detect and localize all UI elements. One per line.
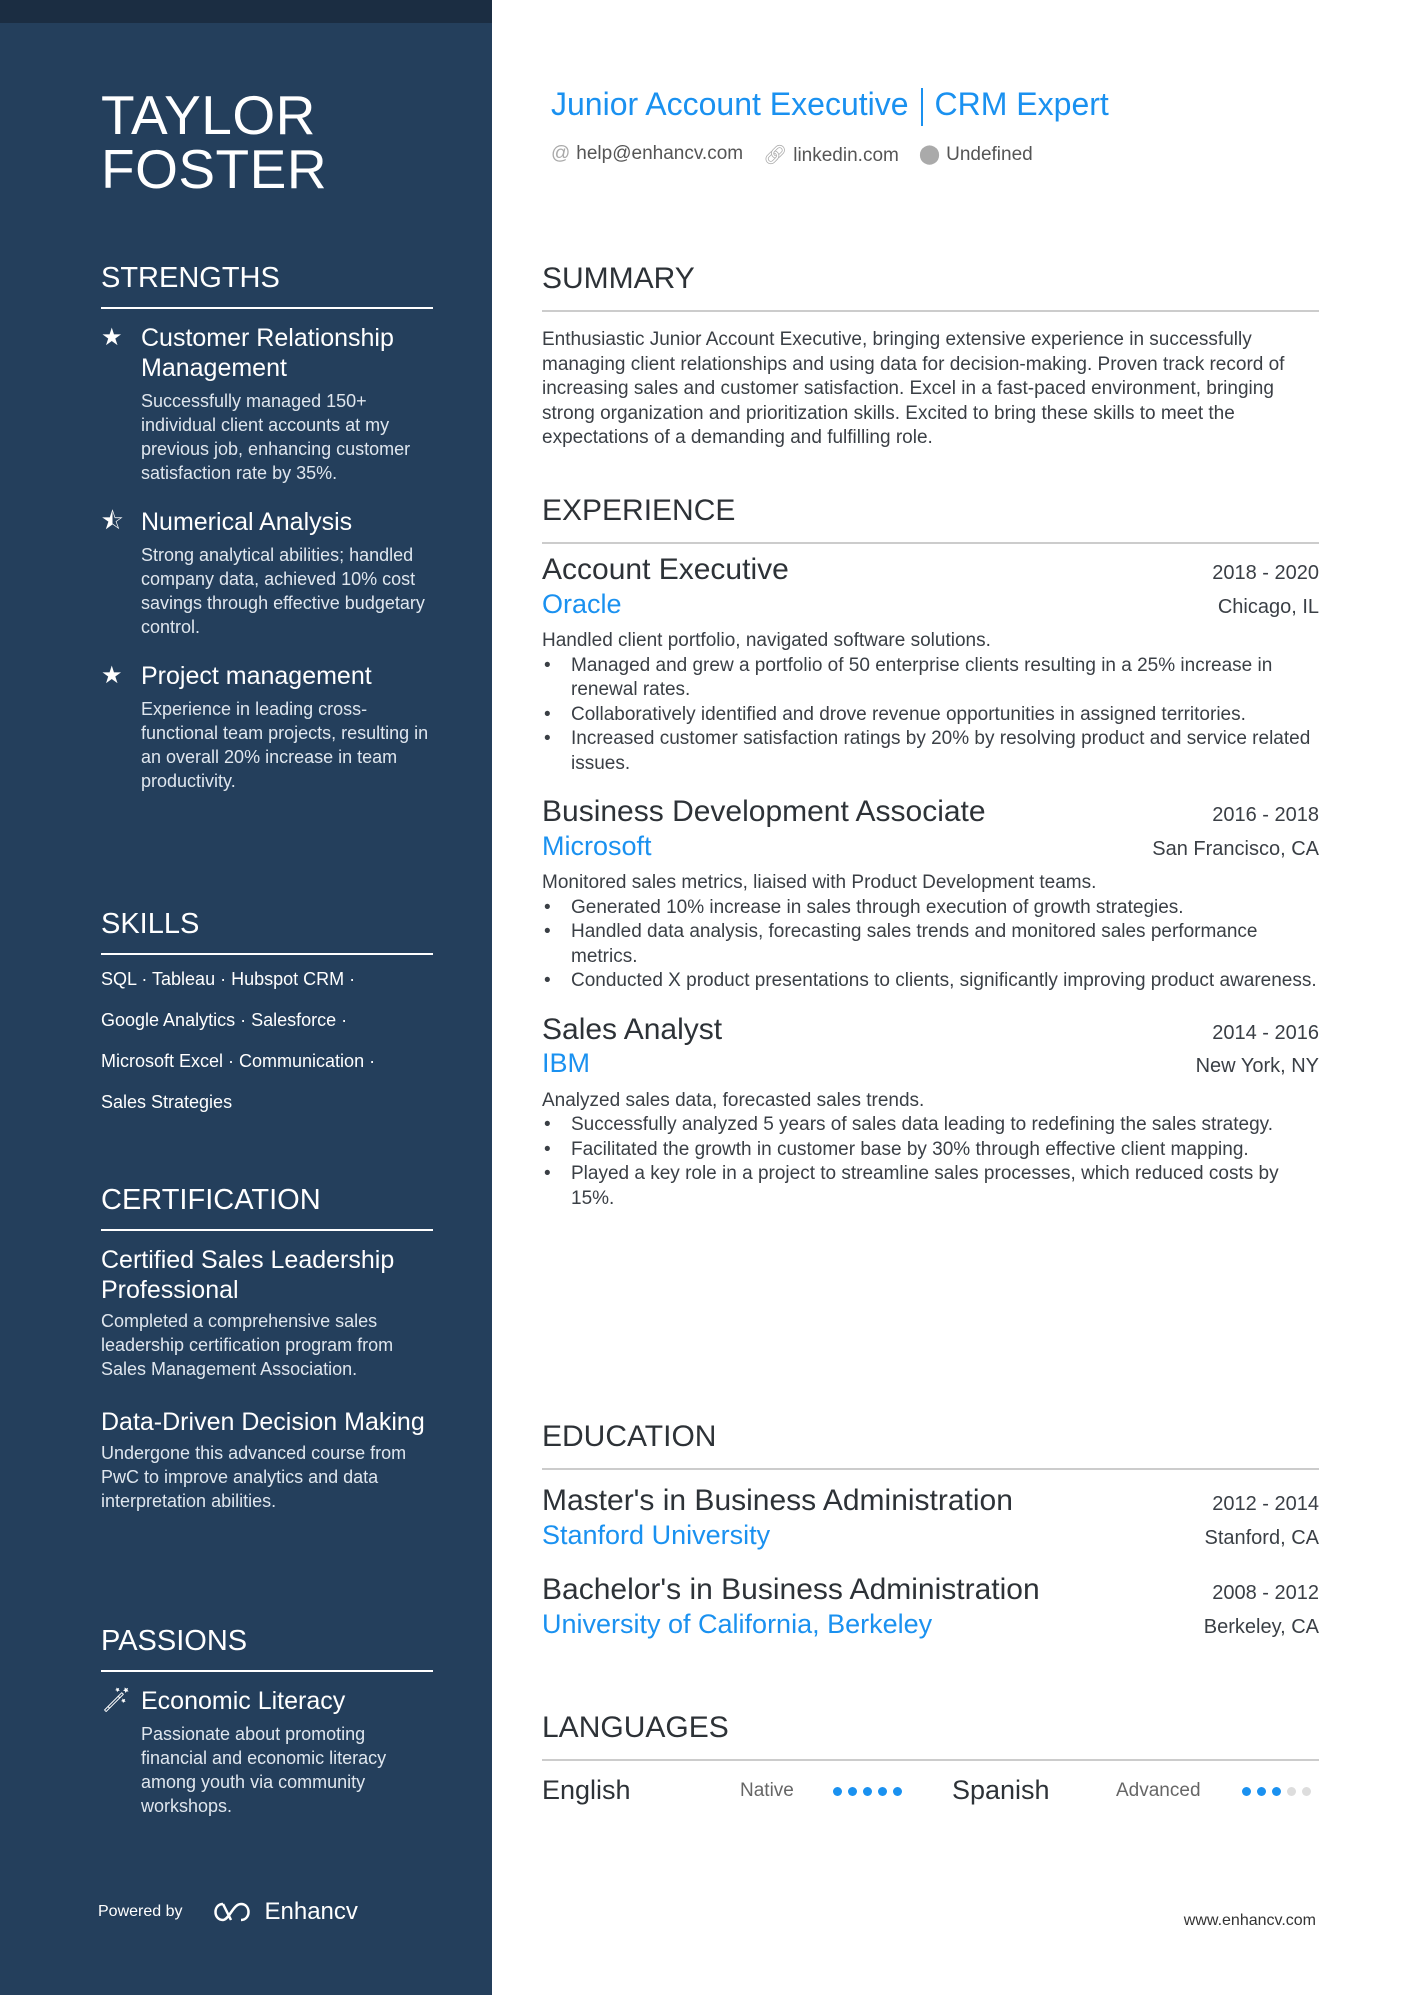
language-item (542, 1775, 952, 1806)
job-entry (542, 1012, 1319, 1212)
job-summary: Analyzed sales data, forecasted sales trends. (542, 1089, 925, 1111)
summary-section (542, 262, 1319, 451)
last-name: FOSTER (101, 138, 328, 200)
job-header (542, 553, 1319, 586)
skills-line: Microsoft Excel · Communication · (101, 1051, 376, 1071)
school-name: Stanford University (542, 1520, 771, 1550)
education-section (542, 1420, 1319, 1662)
skills-line: Google Analytics · Salesforce · (101, 1010, 348, 1030)
job-entry (542, 553, 1319, 776)
sidebar (0, 0, 492, 1995)
certification-item (101, 1407, 433, 1513)
rating-dot (1302, 1787, 1311, 1796)
job-bullet: • Successfully analyzed 5 years of sales data leading to redefining the sales strategy. (542, 1113, 1319, 1138)
item-body (141, 507, 433, 639)
item-body (141, 1686, 433, 1818)
item-desc: Experience in leading cross-functional team projects, resulting in an overall 20% increase in team productivity. (141, 699, 429, 791)
rating-dot (863, 1787, 872, 1796)
edu-location: Stanford, CA (1204, 1527, 1319, 1549)
job-bullet: • Collaboratively identified and drove revenue opportunities in assigned territories. (542, 703, 1319, 728)
title-secondary: CRM Expert (934, 86, 1109, 122)
job-dates: 2018 - 2020 (1212, 562, 1319, 584)
job-bullet: • Facilitated the growth in customer base by 30% through effective client mapping. (542, 1138, 1319, 1163)
half-star-icon: ⯪ (101, 508, 124, 535)
language-item (952, 1775, 1319, 1806)
contacts (551, 143, 1033, 167)
degree: Bachelor's in Business Administration (542, 1573, 1040, 1606)
cert-desc: Undergone this advanced course from PwC to improve analytics and data interpretation abilities. (101, 1443, 407, 1511)
job-bullet: • Increased customer satisfaction ratings by 20% by resolving product and service related issues. (542, 727, 1319, 776)
powered-by (98, 1898, 358, 1926)
rating-dot (1272, 1787, 1281, 1796)
cert-title: Certified Sales Leadership Professional (101, 1246, 395, 1304)
certification-section (101, 1184, 433, 1539)
title-divider (921, 88, 923, 126)
item-title: Economic Literacy (141, 1687, 346, 1715)
job-dates: 2016 - 2018 (1212, 804, 1319, 826)
strength-item (101, 661, 433, 793)
job-bullet: • Played a key role in a project to streamline sales processes, which reduced costs by 15%. (542, 1162, 1319, 1211)
company-name: Oracle (542, 588, 622, 619)
section-heading: SKILLS (101, 908, 433, 955)
location-pin-icon: ⬤ (918, 144, 941, 165)
company-name: IBM (542, 1048, 591, 1078)
job-entry (542, 795, 1319, 994)
skills-line: Sales Strategies (101, 1092, 233, 1112)
education-entry (542, 1484, 1319, 1551)
star-icon: ★ (101, 324, 123, 351)
section-heading: SUMMARY (542, 262, 1319, 312)
edu-location: Berkeley, CA (1203, 1616, 1319, 1638)
cert-title: Data-Driven Decision Making (101, 1408, 425, 1436)
education-entry (542, 1573, 1319, 1640)
item-body (141, 661, 433, 793)
magic-wand-icon: 🪄︎ (101, 1687, 132, 1714)
location-contact (919, 143, 1033, 167)
job-title (551, 86, 1109, 126)
edu-header (542, 1573, 1319, 1607)
job-bullets (542, 896, 1319, 994)
job-header (542, 1012, 1319, 1046)
section-heading: EDUCATION (542, 1420, 1319, 1470)
link-text: linkedin.com (793, 145, 899, 166)
rating-dot (1257, 1787, 1266, 1796)
passions-section (101, 1625, 433, 1840)
section-heading: PASSIONS (101, 1625, 433, 1672)
job-location: San Francisco, CA (1152, 837, 1319, 860)
item-desc: Strong analytical abilities; handled company data, achieved 10% cost savings through effective budgetary control. (141, 545, 425, 637)
language-level: Native (740, 1779, 794, 1801)
item-desc: Successfully managed 150+ individual client accounts at my previous job, enhancing customer satisfaction rate by 35%. (141, 391, 411, 483)
item-title: Project management (141, 662, 372, 690)
school-name: University of California, Berkeley (542, 1609, 933, 1639)
company-name: Microsoft (542, 830, 652, 861)
passion-item (101, 1686, 433, 1818)
edu-school-row (542, 1518, 1319, 1551)
language-level: Advanced (1116, 1779, 1201, 1801)
email-contact[interactable] (551, 143, 743, 167)
enhancv-logo-icon (209, 1900, 255, 1924)
title-primary: Junior Account Executive (551, 86, 909, 122)
rating-dot (878, 1787, 887, 1796)
rating-dot (893, 1787, 902, 1796)
edu-school-row (542, 1607, 1319, 1640)
job-bullets (542, 654, 1319, 777)
at-icon: @ (551, 143, 571, 164)
star-icon: ★ (101, 662, 123, 689)
edu-dates: 2008 - 2012 (1212, 1582, 1319, 1604)
job-header (542, 795, 1319, 828)
job-location: New York, NY (1195, 1055, 1319, 1077)
strength-item (101, 323, 433, 485)
experience-section (542, 494, 1319, 1235)
enhancv-logo[interactable] (209, 1898, 358, 1926)
certification-item (101, 1245, 433, 1381)
item-desc: Passionate about promoting financial and economic literacy among youth via community workshops. (141, 1724, 387, 1816)
job-title: Business Development Associate (542, 795, 986, 828)
location-text: Undefined (946, 144, 1033, 165)
strength-item (101, 507, 433, 639)
job-summary: Handled client portfolio, navigated software solutions. (542, 630, 991, 651)
language-rating (1242, 1780, 1317, 1802)
section-heading: EXPERIENCE (542, 494, 1319, 544)
email-text: help@enhancv.com (576, 143, 744, 164)
candidate-name (101, 84, 433, 200)
section-heading: CERTIFICATION (101, 1184, 433, 1231)
summary-text: Enthusiastic Junior Account Executive, bringing extensive experience in successfully managing client relationships and using data for decision-making. Proven track record of increasing sales and customer satisfaction. Excel in a fast-paced environment, bringing strong organization and prioritization skills. Excited to bring these skills to meet the expectations of a demanding and fulfilling role. (542, 329, 1285, 448)
job-bullet: • Handled data analysis, forecasting sales trends and monitored sales performance metrics. (542, 920, 1319, 969)
job-bullet: • Conducted X product presentations to clients, significantly improving product awareness. (542, 969, 1319, 994)
first-name: TAYLOR (101, 84, 316, 146)
job-dates: 2014 - 2016 (1212, 1021, 1319, 1044)
job-bullets (542, 1113, 1319, 1211)
link-icon: 🔗︎ (763, 145, 788, 166)
skills-line: SQL · Tableau · Hubspot CRM · (101, 969, 356, 989)
rating-dot (848, 1787, 857, 1796)
languages-section (542, 1711, 1319, 1806)
item-title: Customer Relationship Management (141, 324, 394, 382)
job-company-row (542, 586, 1319, 620)
language-name: Spanish (952, 1775, 1050, 1805)
edu-dates: 2012 - 2014 (1212, 1493, 1319, 1515)
item-body (141, 323, 433, 485)
rating-dot (1242, 1787, 1251, 1796)
job-title: Sales Analyst (542, 1012, 723, 1046)
job-company-row (542, 828, 1319, 862)
degree: Master's in Business Administration (542, 1484, 1013, 1517)
section-heading: LANGUAGES (542, 1711, 1319, 1761)
strengths-section (101, 262, 433, 815)
edu-header (542, 1484, 1319, 1518)
job-location: Chicago, IL (1217, 595, 1319, 618)
cert-desc: Completed a comprehensive sales leadership certification program from Sales Management Association. (101, 1311, 394, 1379)
rating-dot (1287, 1787, 1296, 1796)
powered-by-label: Powered by (98, 1903, 183, 1920)
job-title: Account Executive (542, 553, 789, 586)
job-bullet: • Generated 10% increase in sales through execution of growth strategies. (542, 896, 1319, 921)
job-summary: Monitored sales metrics, liaised with Product Development teams. (542, 872, 1097, 893)
rating-dot (833, 1787, 842, 1796)
job-bullet: • Managed and grew a portfolio of 50 enterprise clients resulting in a 25% increase in renewal rates. (542, 654, 1319, 703)
item-title: Numerical Analysis (141, 508, 353, 536)
language-rating (833, 1780, 908, 1802)
top-strip (0, 0, 492, 23)
section-heading: STRENGTHS (101, 262, 433, 309)
job-company-row (542, 1045, 1319, 1079)
brand-name: Enhancv (264, 1898, 358, 1925)
language-name: English (542, 1775, 631, 1805)
website-link[interactable]: www.enhancv.com (1183, 1912, 1316, 1929)
linkedin-contact[interactable] (763, 143, 899, 167)
skills-section (101, 908, 433, 1123)
